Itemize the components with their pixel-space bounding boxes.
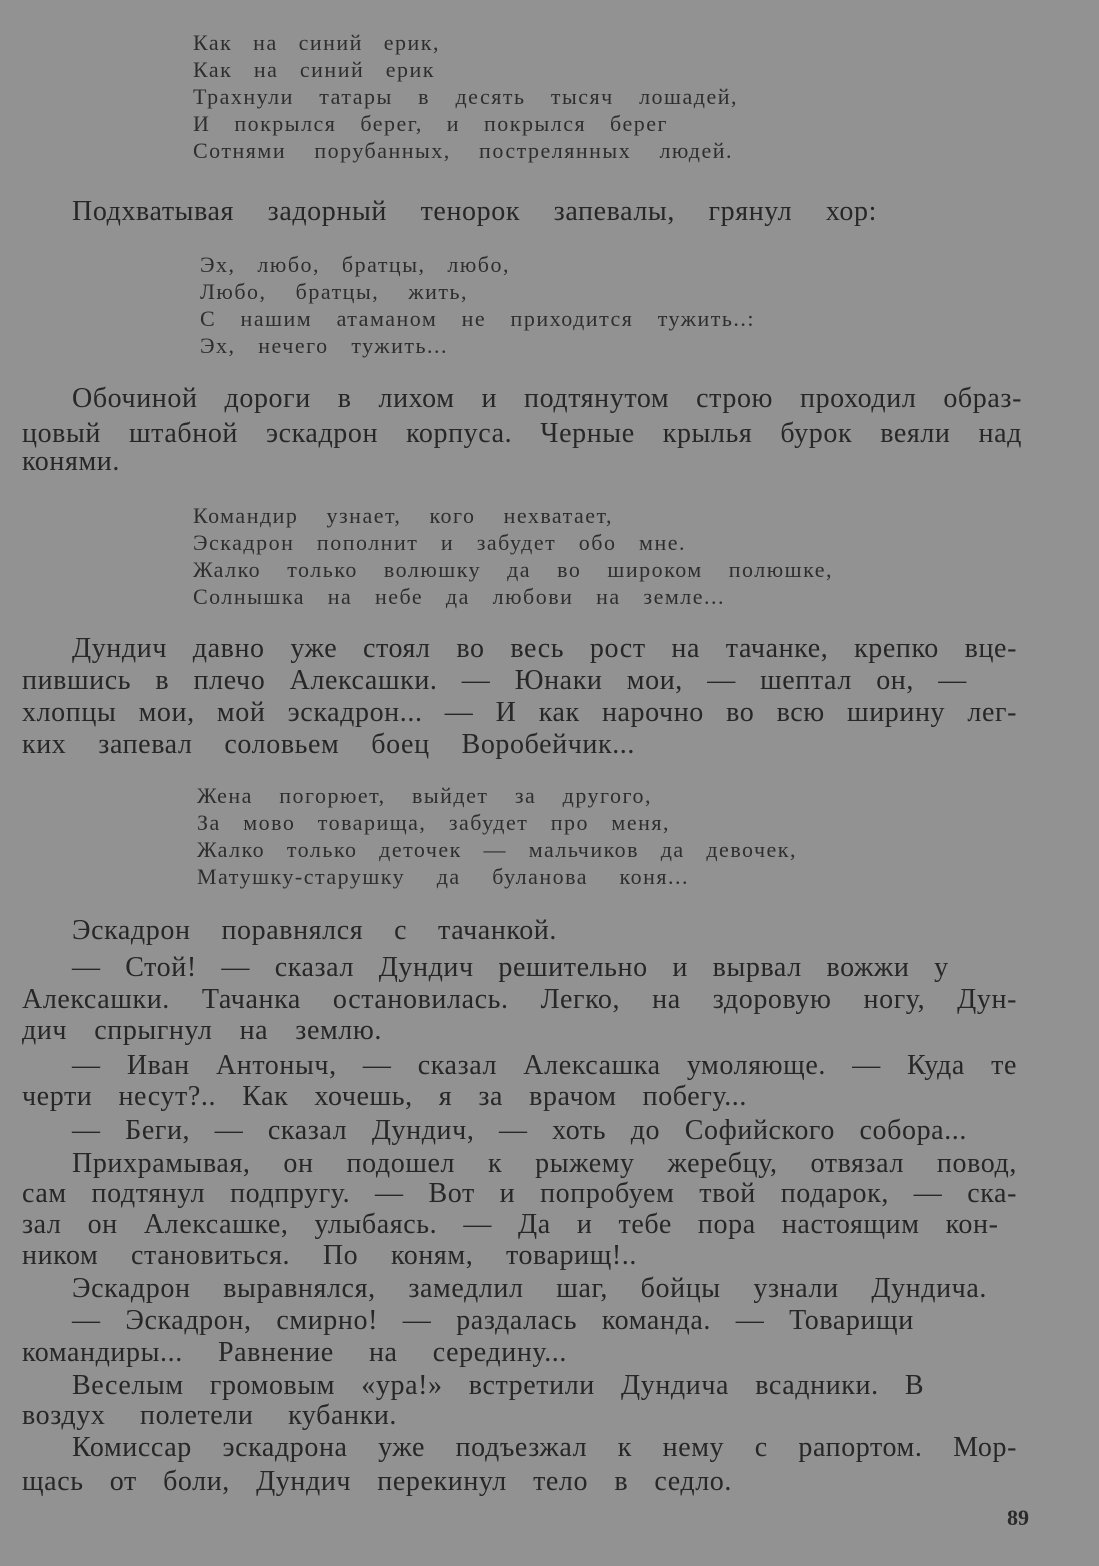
verse-line: Жена погорюет, выйдет за другого, bbox=[197, 783, 652, 808]
verse-line: Трахнули татары в десять тысяч лошадей, bbox=[193, 84, 738, 109]
prose-line: щась от боли, Дундич перекинул тело в седло. bbox=[22, 1466, 732, 1497]
prose-line: — Иван Антоныч, — сказал Алексашка умоляюще. — Куда те bbox=[72, 1050, 1017, 1081]
prose-line: черти несут?.. Как хочешь, я за врачом побегу... bbox=[22, 1081, 747, 1112]
prose-line: сам подтянул подпругу. — Вот и попробуем твой подарок, — ска- bbox=[22, 1178, 1017, 1209]
prose-line: Эскадрон поравнялся с тачанкой. bbox=[72, 915, 557, 946]
prose-line: цовый штабной эскадрон корпуса. Черные крылья бурок веяли над bbox=[22, 418, 1022, 449]
verse-line: Эх, любо, братцы, любо, bbox=[200, 252, 510, 277]
prose-line: — Беги, — сказал Дундич, — хоть до Софийского собора... bbox=[72, 1115, 967, 1146]
prose-line: дич спрыгнул на землю. bbox=[22, 1015, 382, 1046]
prose-line: Алексашки. Тачанка остановилась. Легко, на здоровую ногу, Дун- bbox=[22, 984, 1017, 1015]
prose-line: воздух полетели кубанки. bbox=[22, 1400, 397, 1431]
verse-line: Командир узнает, кого нехватает, bbox=[193, 503, 613, 528]
prose-line: Веселым громовым «ура!» встретили Дундича всадники. В bbox=[72, 1370, 925, 1401]
prose-line: — Эскадрон, смирно! — раздалась команда. — Товарищи bbox=[72, 1305, 914, 1336]
prose-line: Обочиной дороги в лихом и подтянутом строю проходил образ- bbox=[72, 383, 1022, 414]
prose-line: конями. bbox=[22, 446, 120, 477]
verse-line: Жалко только волюшку да во широком полюшке, bbox=[193, 557, 833, 582]
prose-line: Комиссар эскадрона уже подъезжал к нему с рапортом. Мор- bbox=[72, 1432, 1017, 1463]
verse-line: Как на синий ерик bbox=[193, 57, 435, 82]
verse-line: Эскадрон пополнит и забудет обо мне. bbox=[193, 530, 686, 555]
verse-line: Солнышка на небе да любови на земле... bbox=[193, 584, 725, 609]
prose-line: ких запевал соловьем боец Воробейчик... bbox=[22, 729, 635, 760]
verse-line: Матушку-старушку да буланова коня... bbox=[197, 864, 689, 889]
prose-line: ником становиться. По коням, товарищ!.. bbox=[22, 1240, 637, 1271]
verse-line: Эх, нечего тужить... bbox=[200, 333, 448, 358]
page-number: 89 bbox=[1007, 1505, 1029, 1530]
prose-line: пившись в плечо Алексашки. — Юнаки мои, — шептал он, — bbox=[22, 665, 967, 696]
prose-line: зал он Алексашке, улыбаясь. — Да и тебе пора настоящим кон- bbox=[22, 1209, 999, 1240]
prose-line: Эскадрон выравнялся, замедлил шаг, бойцы узнали Дундича. bbox=[72, 1273, 987, 1304]
prose-line: командиры... Равнение на середину... bbox=[22, 1337, 567, 1368]
verse-line: Как на синий ерик, bbox=[193, 30, 440, 55]
verse-line: И покрылся берег, и покрылся берег bbox=[193, 111, 668, 136]
verse-line: Жалко только деточек — мальчиков да девочек, bbox=[197, 837, 797, 862]
verse-line: Любо, братцы, жить, bbox=[200, 279, 468, 304]
prose-line: Дундич давно уже стоял во весь рост на тачанке, крепко вце- bbox=[72, 633, 1017, 664]
prose-line: Прихрамывая, он подошел к рыжему жеребцу, отвязал повод, bbox=[72, 1148, 1017, 1179]
prose-line: Подхватывая задорный тенорок запевалы, грянул хор: bbox=[72, 196, 877, 227]
prose-line: — Стой! — сказал Дундич решительно и вырвал вожжи у bbox=[72, 952, 949, 983]
verse-line: За мово товарища, забудет про меня, bbox=[197, 810, 670, 835]
prose-line: хлопцы мои, мой эскадрон... — И как нарочно во всю ширину лег- bbox=[22, 697, 1017, 728]
verse-line: С нашим атаманом не приходится тужить..: bbox=[200, 306, 755, 331]
verse-line: Сотнями порубанных, пострелянных людей. bbox=[193, 138, 733, 163]
